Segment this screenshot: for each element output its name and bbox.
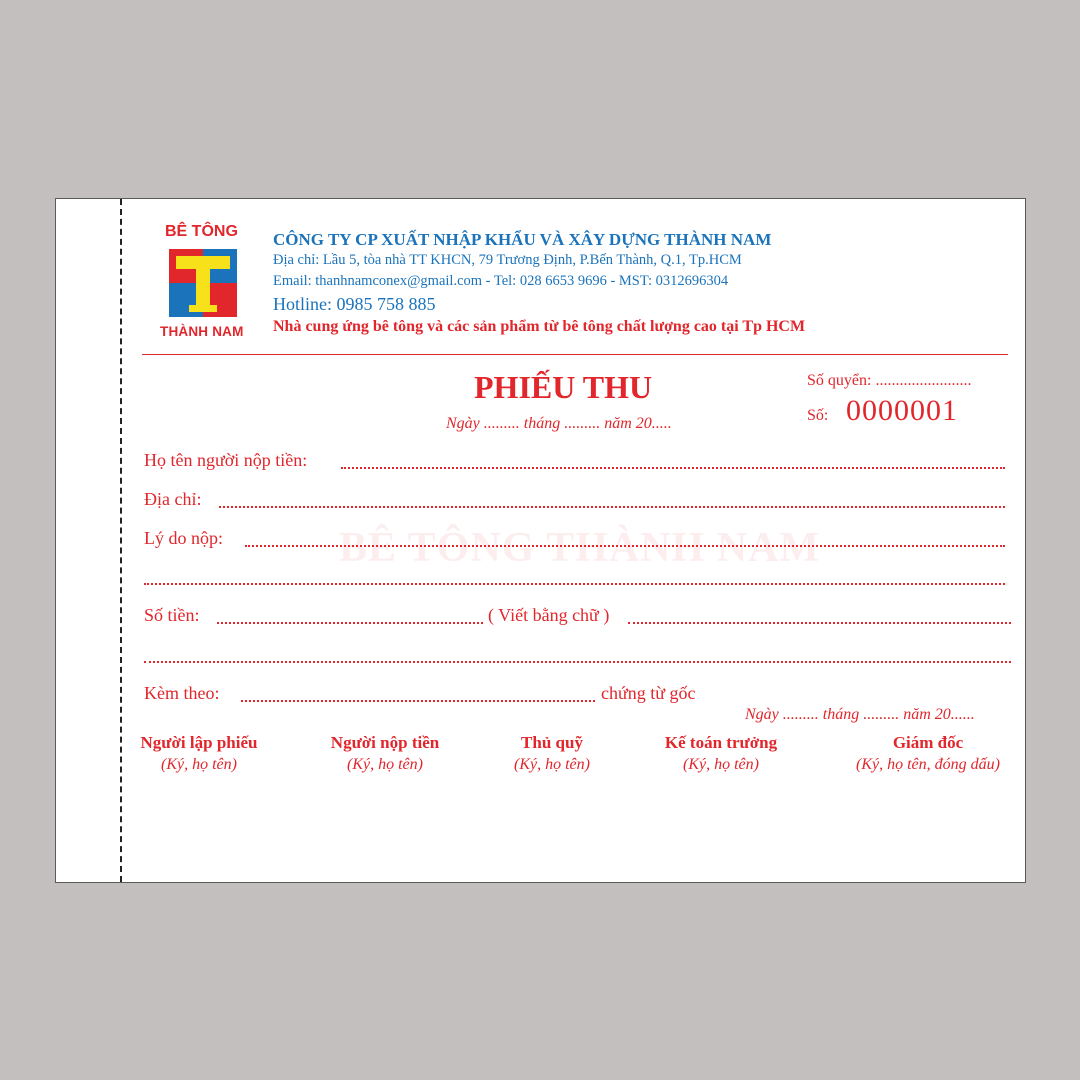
signature-director [856, 733, 1000, 774]
amount-label: Số tiền: [144, 605, 200, 625]
amount-words-field[interactable] [628, 622, 1011, 624]
signature-payer [331, 733, 439, 774]
signature-note: (Ký, họ tên) [683, 756, 759, 773]
attached-label: Kèm theo: [144, 683, 220, 703]
signature-note: (Ký, họ tên) [161, 756, 237, 773]
perforation-line [120, 199, 122, 882]
signature-title: Giám đốc [892, 733, 964, 752]
reason-label: Lý do nộp: [144, 528, 223, 548]
book-number: Số quyển: ........................ [807, 372, 972, 389]
attached-suffix: chứng từ gốc [601, 683, 696, 703]
signature-note: (Ký, họ tên) [514, 756, 590, 773]
logo-top-text: BÊ TÔNG [165, 223, 238, 240]
receipt-date: Ngày ......... tháng ......... năm 20..... [446, 415, 672, 432]
signature-title: Người nộp tiền [330, 733, 440, 752]
header-divider [142, 354, 1008, 355]
signature-title: Kế toán trưởng [664, 733, 778, 752]
company-address: Địa chỉ: Lầu 5, tòa nhà TT KHCN, 79 Trương Định, P.Bến Thành, Q.1, Tp.HCM [273, 252, 742, 268]
signature-chief-accountant [665, 733, 777, 774]
company-logo [169, 249, 237, 317]
amount-words-field-line-2[interactable] [144, 661, 1011, 663]
signature-title: Người lập phiếu [140, 733, 258, 752]
amount-words-label: ( Viết bằng chữ ) [488, 605, 610, 625]
attached-field[interactable] [241, 700, 595, 702]
receipt-number-label: Số: [807, 407, 829, 424]
payer-label: Họ tên người nộp tiền: [144, 450, 308, 470]
amount-field[interactable] [217, 622, 483, 624]
company-name: CÔNG TY CP XUẤT NHẬP KHẨU VÀ XÂY DỰNG THÀNH NAM [273, 230, 772, 249]
reason-field[interactable] [245, 545, 1005, 547]
signature-preparer [141, 733, 258, 774]
company-hotline: Hotline: 0985 758 885 [273, 294, 436, 314]
receipt-number: 0000001 [846, 394, 958, 427]
signature-note: (Ký, họ tên, đóng dấu) [856, 756, 1000, 773]
logo-bottom-text: THÀNH NAM [160, 324, 244, 339]
signature-cashier [514, 733, 590, 774]
signature-date: Ngày ......... tháng ......... năm 20...... [745, 706, 975, 723]
signature-note: (Ký, họ tên) [347, 756, 423, 773]
receipt-sheet [55, 198, 1026, 883]
signature-title: Thủ quỹ [521, 733, 583, 752]
payer-field[interactable] [341, 467, 1005, 469]
watermark: BÊ TÔNG THÀNH NAM [339, 525, 821, 571]
address-field[interactable] [219, 506, 1005, 508]
address-label: Địa chỉ: [144, 489, 202, 509]
company-contact: Email: thanhnamconex@gmail.com - Tel: 028 6653 9696 - MST: 0312696304 [273, 273, 729, 289]
receipt-title: PHIẾU THU [474, 369, 653, 405]
company-slogan: Nhà cung ứng bê tông và các sản phẩm từ bê tông chất lượng cao tại Tp HCM [273, 318, 806, 335]
reason-field-line-2[interactable] [144, 583, 1005, 585]
